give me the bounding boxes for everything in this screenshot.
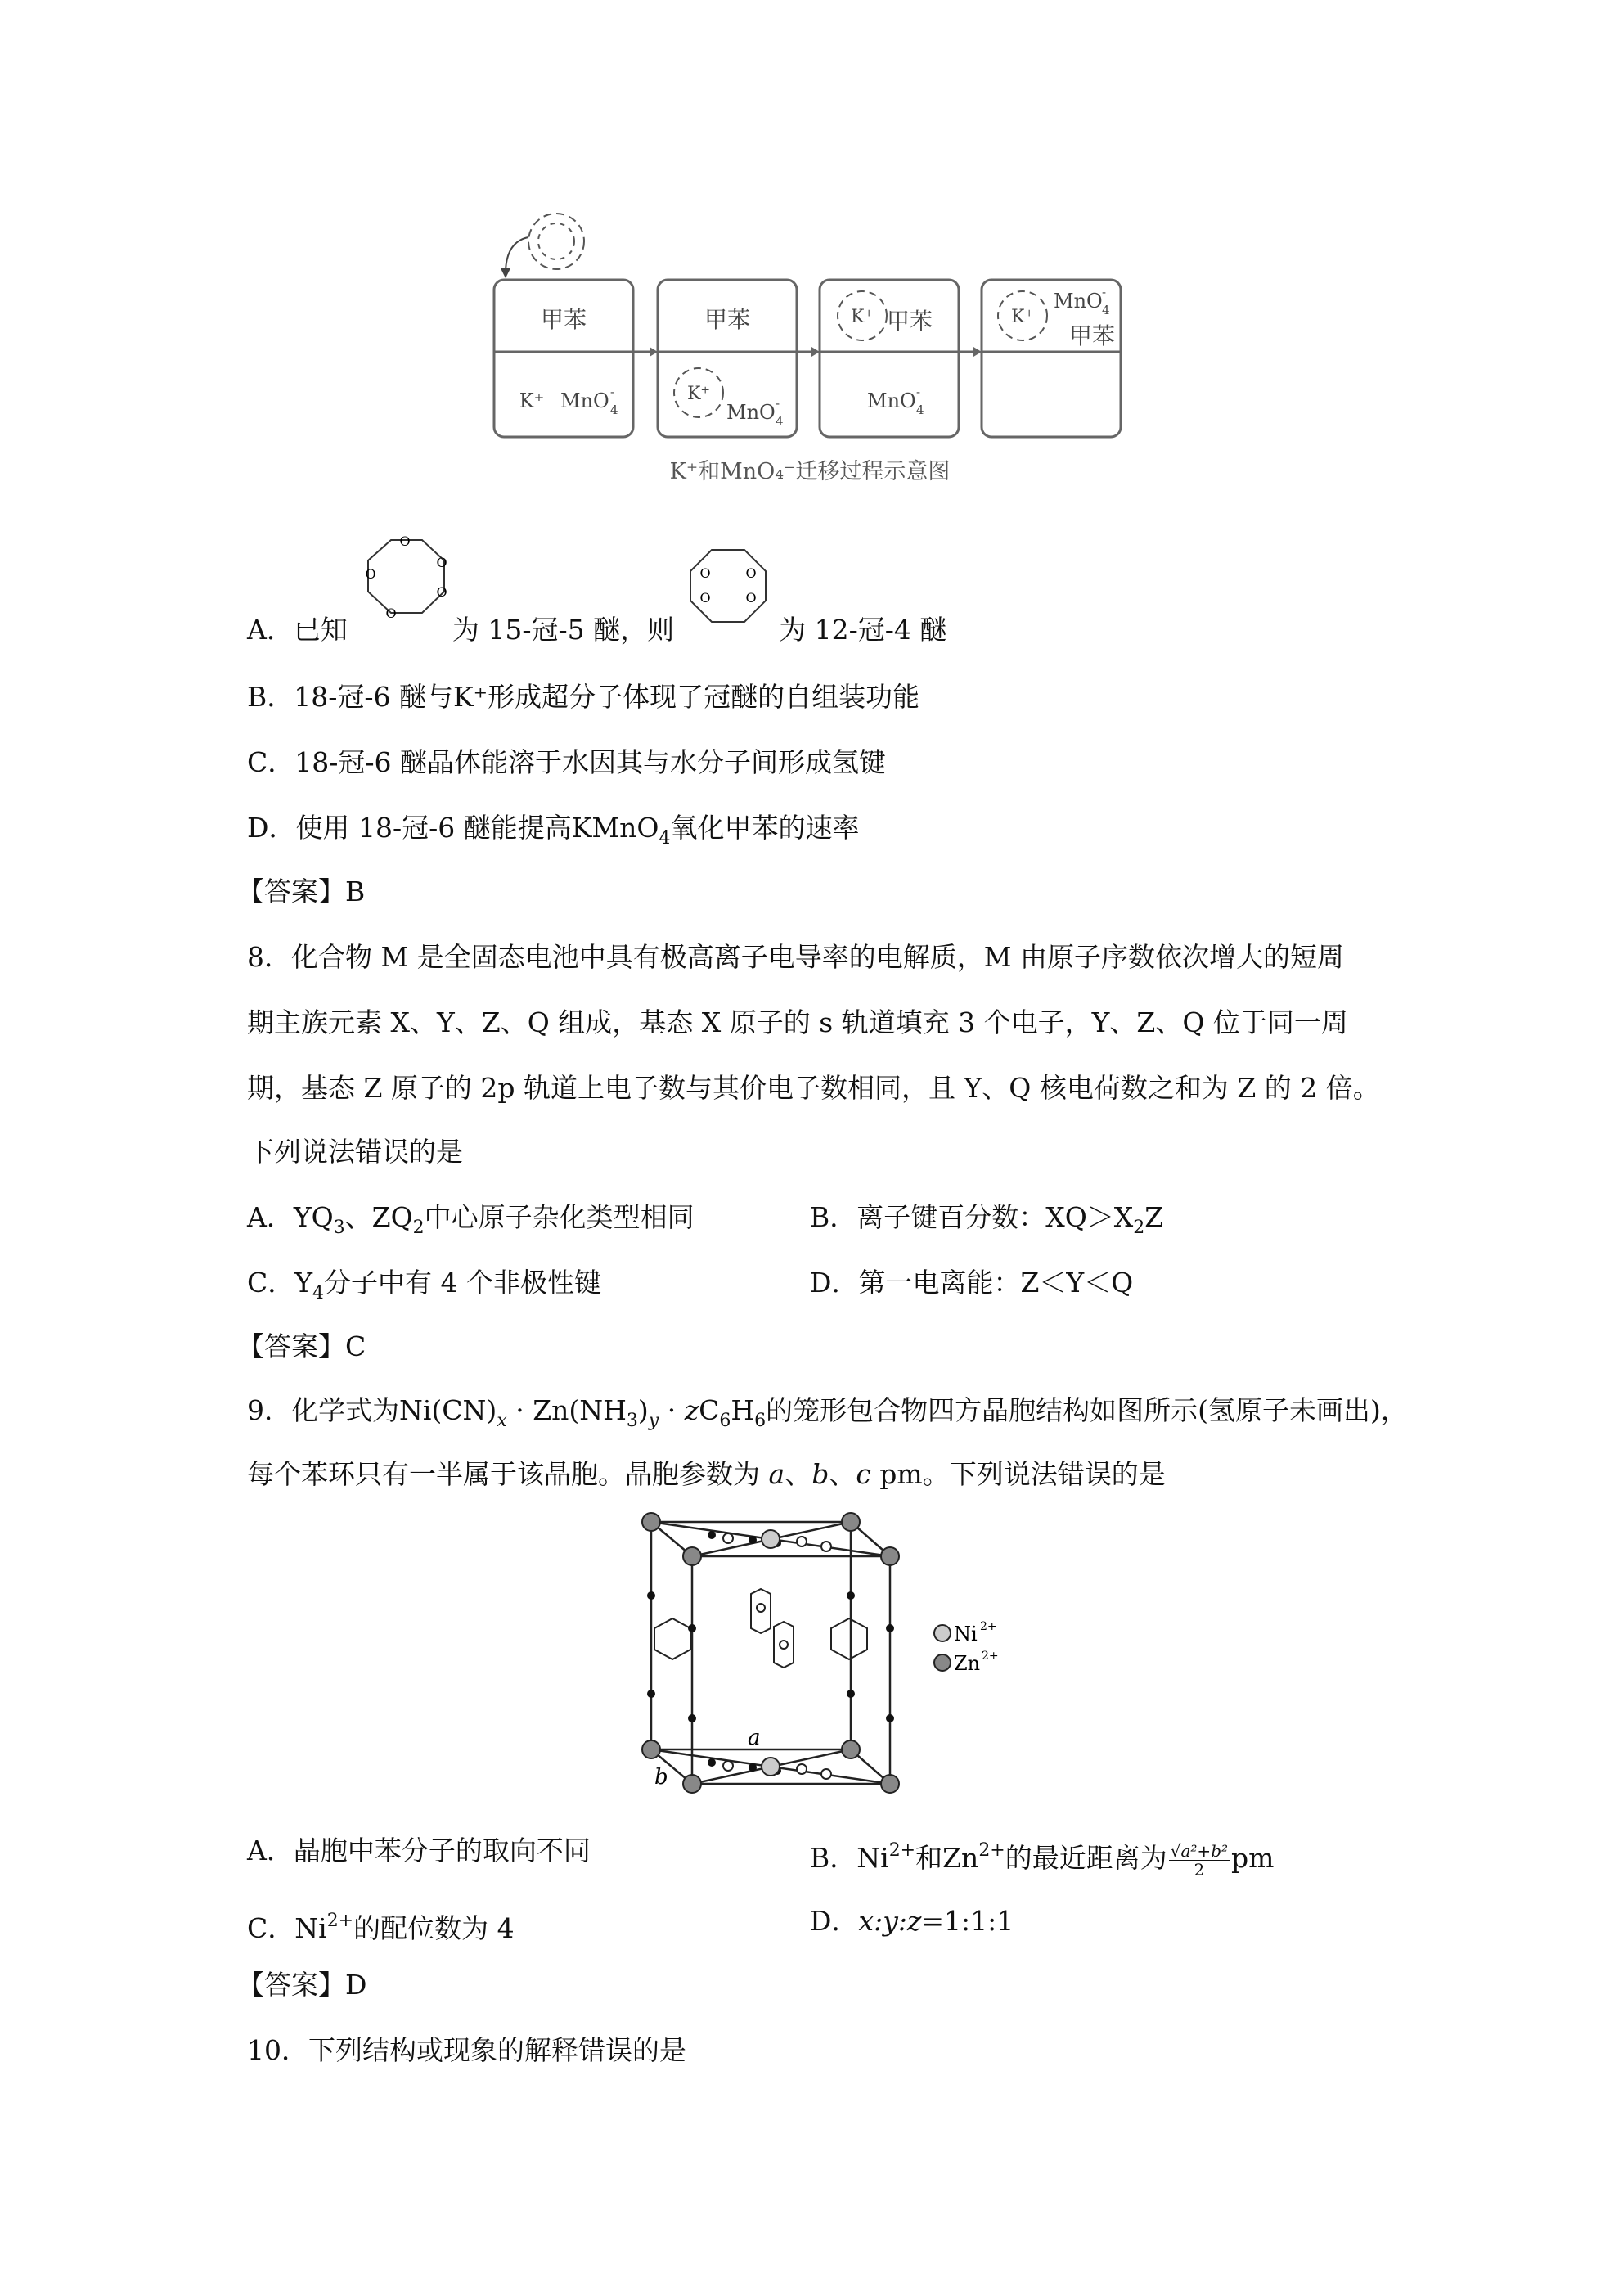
q9-option-b-1: B．Ni xyxy=(810,1842,889,1874)
q9-option-a: A．晶胞中苯分子的取向不同 xyxy=(247,1835,591,1866)
crystal-cell-diagram xyxy=(630,1506,1014,1800)
q7-option-d xyxy=(247,810,859,857)
q8-stem-line-2: 期主族元素 X、Y、Z、Q 组成，基态 X 原子的 s 轨道填充 3 个电子，Y、Z、Q 位于同一周 xyxy=(247,1006,1348,1038)
q9-l1-c: ) xyxy=(637,1394,649,1426)
figure-caption: K⁺和MnO₄⁻迁移过程示意图 xyxy=(669,459,951,484)
q7-option-c: C．18-冠-6 醚晶体能溶于水因其与水分子间形成氢键 xyxy=(247,746,887,778)
q9-l1-d: · xyxy=(659,1394,685,1426)
q8-option-c-2: 分子中有 4 个非极性键 xyxy=(324,1267,602,1299)
q8-option-a-2: 、ZQ xyxy=(344,1201,413,1233)
q9-l2-c: 、 xyxy=(829,1458,856,1490)
box4-toluene-label: 甲苯 xyxy=(1068,322,1116,349)
zn-atom xyxy=(683,1547,701,1565)
q9-option-c-1: C．Ni xyxy=(247,1912,327,1944)
box2-k-label: K⁺ xyxy=(686,384,711,404)
q9-l1-x: x xyxy=(497,1411,507,1431)
q8-option-b xyxy=(810,1200,1163,1246)
q9-option-c-sup: 2+ xyxy=(326,1911,354,1931)
q7-option-d-text: D．使用 18-冠-6 醚能提高KMnO xyxy=(247,812,659,844)
box1-toluene-label: 甲苯 xyxy=(540,306,587,333)
q9-option-d-1: D． xyxy=(810,1905,859,1937)
crown-ether-icon xyxy=(528,214,584,269)
q9-option-c-2: 的配位数为 4 xyxy=(353,1912,515,1944)
q8-option-a-3: 中心原子杂化类型相同 xyxy=(424,1201,695,1233)
ni-legend-label: Ni xyxy=(954,1623,978,1645)
svg-text:O: O xyxy=(399,533,411,549)
box3-k-label: K⁺ xyxy=(850,307,874,327)
arrow-icon xyxy=(506,237,528,270)
15-crown-5-structure xyxy=(350,528,465,626)
q9-option-d xyxy=(810,1903,1014,1939)
axis-b-label: b xyxy=(654,1765,668,1790)
q8-option-c-sub: 4 xyxy=(312,1283,325,1303)
q9-answer: 【答案】D xyxy=(237,1969,367,2001)
svg-text:O: O xyxy=(385,606,397,621)
zn-atom xyxy=(881,1775,899,1793)
q7-option-a-prefix: A．已知 xyxy=(247,614,348,646)
box4-mno4-sub: 4 xyxy=(1102,303,1110,317)
box1-mno4-sub: 4 xyxy=(610,403,618,417)
q9-option-b-2: 和Zn xyxy=(915,1842,979,1874)
q9-l1-6a: 6 xyxy=(719,1411,731,1431)
q9-option-b-denominator: 2 xyxy=(1194,1859,1205,1880)
ni-atom xyxy=(762,1530,780,1548)
q9-stem-line-1 xyxy=(247,1393,1408,1439)
ni-atom xyxy=(762,1758,780,1776)
zn-atom xyxy=(842,1740,860,1758)
zn-atom xyxy=(842,1513,860,1531)
box1-mno4-label: MnO xyxy=(560,389,609,412)
box2-toluene-label: 甲苯 xyxy=(704,306,751,333)
box4-k-label: K⁺ xyxy=(1010,307,1035,327)
q8-option-b-1: B．离子键百分数：XQ＞X xyxy=(810,1201,1134,1233)
box4-mno4-sup: - xyxy=(1102,285,1107,299)
q9-l2-d: pm。下列说法错误的是 xyxy=(870,1458,1166,1490)
q9-option-b-numerator: √a²+b² xyxy=(1170,1840,1229,1861)
zn-legend-charge: 2+ xyxy=(982,1650,999,1663)
svg-text:O: O xyxy=(365,566,376,582)
q7-answer: 【答案】B xyxy=(237,876,366,907)
q8-stem-line-4: 下列说法错误的是 xyxy=(247,1136,463,1168)
q9-option-d-2: x:y:z xyxy=(858,1905,922,1937)
ni-legend-charge: 2+ xyxy=(980,1620,997,1633)
q7-option-a-suffix: 为 12-冠-4 醚 xyxy=(779,614,947,646)
q9-l1-z: z xyxy=(684,1394,699,1426)
q8-option-c-1: C．Y xyxy=(247,1267,313,1299)
q9-stem-line-2 xyxy=(247,1456,1166,1492)
ni-legend-marker xyxy=(934,1625,951,1641)
q9-option-b-3: 的最近距离为 xyxy=(1005,1842,1167,1874)
q9-option-b xyxy=(810,1833,1274,1879)
q9-l2-cv: c xyxy=(856,1458,871,1490)
zn-atom xyxy=(642,1513,660,1531)
arrowhead-icon xyxy=(501,268,510,278)
q8-answer: 【答案】C xyxy=(237,1330,366,1362)
q9-l1-g: 的笼形包合物四方晶胞结构如图所示(氢原子未画出)， xyxy=(766,1394,1408,1426)
q9-l1-f: H xyxy=(731,1394,755,1426)
box3-mno4-label: MnO xyxy=(867,389,916,412)
q7-option-d-tail: 氧化甲苯的速率 xyxy=(670,812,860,844)
q9-option-b-sup1: 2+ xyxy=(888,1840,916,1861)
box2-mno4-sub: 4 xyxy=(776,414,784,429)
q8-stem-line-1: 8．化合物 M 是全固态电池中具有极高离子电导率的电解质，M 由原子序数依次增大的短周 xyxy=(247,941,1345,973)
zn-legend-marker xyxy=(934,1654,951,1671)
box3-toluene-label: 甲苯 xyxy=(886,308,933,335)
q9-option-b-unit: pm xyxy=(1231,1842,1275,1874)
box3-mno4-sub: 4 xyxy=(916,403,924,417)
q9-option-c xyxy=(247,1903,515,1947)
q7-option-b: B．18-冠-6 醚与K⁺形成超分子体现了冠醚的自组装功能 xyxy=(247,681,920,713)
q9-option-d-3: =1:1:1 xyxy=(921,1905,1014,1937)
svg-text:O: O xyxy=(745,565,757,581)
box2-mno4-label: MnO xyxy=(726,401,776,424)
box4-mno4-label: MnO xyxy=(1054,290,1103,313)
q8-option-a-sub2: 2 xyxy=(412,1218,425,1238)
q9-l1-y: y xyxy=(648,1411,659,1431)
q8-option-b-sub: 2 xyxy=(1133,1218,1145,1238)
q8-stem-line-3: 期，基态 Z 原子的 2p 轨道上电子数与其价电子数相同，且 Y、Q 核电荷数之和为 Z 的 2 倍。 xyxy=(247,1072,1380,1104)
q9-l1-a: 9．化学式为Ni(CN) xyxy=(247,1394,497,1426)
q9-l1-e: C xyxy=(699,1394,720,1426)
q9-l2-av: a xyxy=(768,1458,785,1490)
q8-option-c xyxy=(247,1265,601,1312)
box1-mno4-sup: - xyxy=(610,385,615,399)
q9-l1-b: · Zn(NH xyxy=(506,1394,627,1426)
zn-atom xyxy=(642,1740,660,1758)
q7-option-d-sub: 4 xyxy=(659,828,671,849)
q9-option-b-sup2: 2+ xyxy=(978,1840,1005,1861)
box3-mno4-sup: - xyxy=(916,385,921,399)
zn-legend-label: Zn xyxy=(954,1652,981,1675)
axis-a-label: a xyxy=(748,1726,761,1750)
svg-text:O: O xyxy=(745,590,757,606)
migration-diagram xyxy=(483,196,1137,499)
svg-text:O: O xyxy=(436,584,447,600)
svg-text:O: O xyxy=(699,590,711,606)
svg-text:O: O xyxy=(436,555,447,570)
zn-atom xyxy=(881,1547,899,1565)
q9-l2-bv: b xyxy=(812,1458,829,1490)
zn-atom xyxy=(683,1775,701,1793)
q9-l2-b: 、 xyxy=(785,1458,812,1490)
q8-option-d: D．第一电离能：Z＜Y＜Q xyxy=(810,1267,1134,1299)
q8-option-a xyxy=(247,1200,695,1246)
q9-l1-3: 3 xyxy=(626,1411,638,1431)
svg-text:O: O xyxy=(699,565,711,581)
q7-option-a xyxy=(247,612,946,648)
q9-l1-6b: 6 xyxy=(754,1411,767,1431)
q9-option-b-fraction xyxy=(1169,1842,1230,1879)
q8-option-b-2: Z xyxy=(1144,1201,1164,1233)
box2-mno4-sup: - xyxy=(776,396,780,411)
q9-l2-a: 每个苯环只有一半属于该晶胞。晶胞参数为 xyxy=(247,1458,769,1490)
q8-option-a-sub1: 3 xyxy=(333,1218,345,1238)
q7-option-a-mid: 为 15-冠-5 醚，则 xyxy=(452,614,675,646)
box1-k-label: K⁺ xyxy=(519,389,545,412)
q8-option-a-1: A．YQ xyxy=(247,1201,334,1233)
q10-stem-line-1: 10．下列结构或现象的解释错误的是 xyxy=(247,2034,686,2066)
